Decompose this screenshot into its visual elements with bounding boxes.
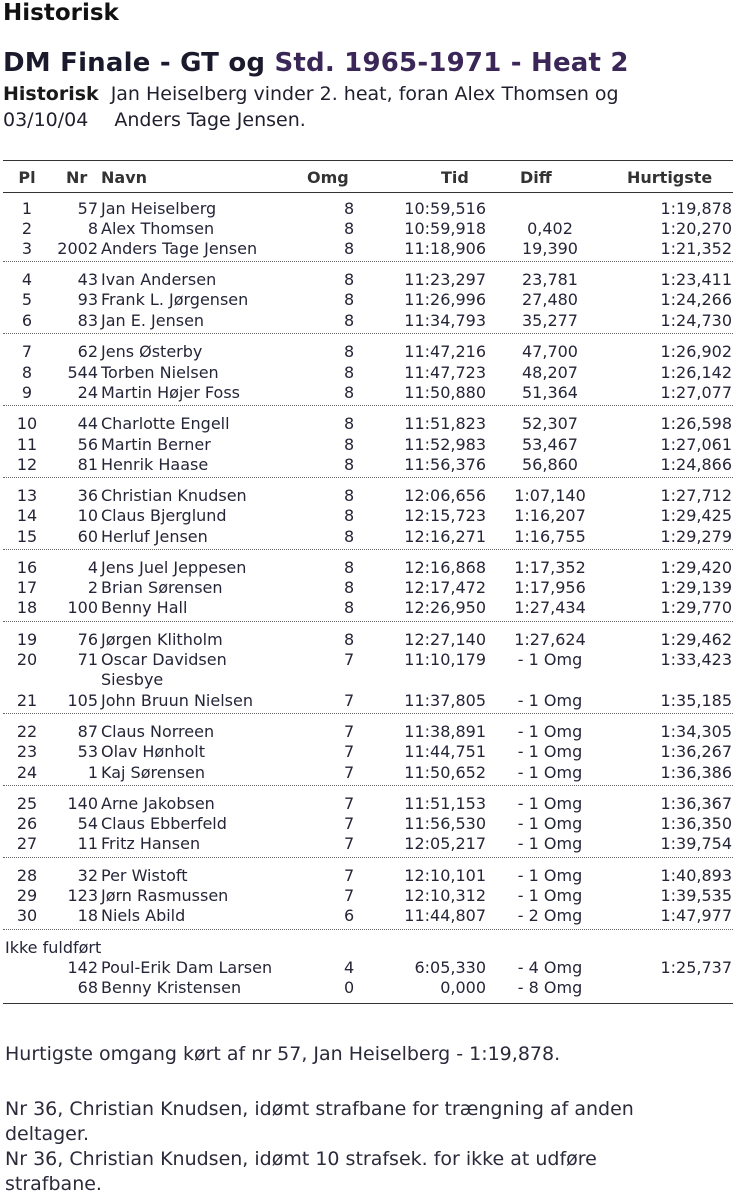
table-row (0, 363, 744, 383)
cell-omg: 7 (344, 742, 355, 761)
group-separator (3, 477, 733, 478)
cell-pl: 13 (16, 486, 38, 505)
cell-nr: 142 (67, 958, 98, 977)
cell-omg: 8 (344, 219, 355, 238)
cell-diff: - 1 Omg (517, 834, 583, 853)
cell-tid: 11:56,376 (404, 455, 486, 474)
cell-tid: 11:47,216 (404, 342, 486, 361)
cell-omg: 7 (344, 834, 355, 853)
cell-tid: 12:05,217 (404, 834, 486, 853)
group-separator (3, 713, 733, 714)
cell-navn: Oscar Davidsen (101, 650, 227, 669)
cell-omg: 7 (344, 763, 355, 782)
cell-tid: 11:52,983 (404, 435, 486, 454)
cell-nr: 83 (77, 311, 98, 330)
cell-omg: 8 (344, 527, 355, 546)
cell-diff: 47,700 (522, 342, 578, 361)
cell-hurtigste: 1:27,712 (660, 486, 732, 505)
cell-hurtigste: 1:36,267 (660, 742, 732, 761)
table-row (0, 435, 744, 455)
cell-pl: 5 (21, 290, 33, 309)
cell-nr: 68 (77, 978, 98, 997)
cell-navn: Ivan Andersen (101, 270, 217, 289)
cell-pl: 4 (21, 270, 33, 289)
cell-tid: 11:47,723 (404, 363, 486, 382)
cell-hurtigste: 1:39,535 (660, 886, 732, 905)
cell-omg: 8 (344, 578, 355, 597)
cell-tid: 12:27,140 (404, 630, 486, 649)
cell-navn: Martin Berner (101, 435, 211, 454)
cell-omg: 8 (344, 455, 355, 474)
col-navn-header: Navn (101, 168, 148, 187)
table-row (0, 290, 744, 310)
page-header: Historisk (3, 0, 119, 26)
cell-diff: - 2 Omg (517, 906, 583, 925)
cell-omg: 8 (344, 239, 355, 258)
cell-diff: 1:27,434 (514, 598, 586, 617)
cell-hurtigste: 1:19,878 (660, 199, 732, 218)
table-row (0, 906, 744, 926)
cell-omg: 7 (344, 650, 355, 669)
title-part-2: Std. 1965-1971 - Heat 2 (274, 48, 629, 78)
cell-pl: 3 (21, 239, 33, 258)
cell-tid: 11:44,807 (404, 906, 486, 925)
cell-omg: 7 (344, 691, 355, 710)
cell-pl: 23 (16, 742, 38, 761)
cell-tid: 11:44,751 (404, 742, 486, 761)
cell-diff: 1:17,352 (514, 558, 586, 577)
table-row (0, 691, 744, 711)
col-omg-header: Omg (307, 168, 349, 187)
cell-nr: 2002 (57, 239, 98, 258)
cell-nr: 87 (77, 722, 98, 741)
table-top-rule (3, 160, 733, 161)
cell-diff: 48,207 (522, 363, 578, 382)
cell-pl: 29 (16, 886, 38, 905)
table-row (0, 742, 744, 762)
table-row (0, 199, 744, 219)
cell-omg: 8 (344, 290, 355, 309)
cell-pl: 7 (21, 342, 33, 361)
cell-omg: 8 (344, 486, 355, 505)
cell-navn: Jan E. Jensen (101, 311, 205, 330)
title-part-1: DM Finale - GT og (3, 48, 275, 78)
cell-hurtigste: 1:36,367 (660, 794, 732, 813)
cell-nr: 123 (67, 886, 98, 905)
cell-omg: 8 (344, 363, 355, 382)
cell-navn: Poul-Erik Dam Larsen (101, 958, 273, 977)
cell-hurtigste: 1:40,893 (660, 866, 732, 885)
cell-diff: - 1 Omg (517, 794, 583, 813)
cell-omg: 8 (344, 414, 355, 433)
cell-tid: 11:51,823 (404, 414, 486, 433)
table-row (0, 219, 744, 239)
cell-navn: Torben Nielsen (101, 363, 219, 382)
cell-hurtigste: 1:24,730 (660, 311, 732, 330)
subtitle-text-1: Jan Heiselberg vinder 2. heat, foran Alex Thomsen og (110, 83, 619, 105)
subtitle-label: Historisk (3, 83, 99, 105)
cell-pl: 14 (16, 506, 38, 525)
cell-nr: 56 (77, 435, 98, 454)
cell-omg: 8 (344, 311, 355, 330)
cell-pl: 25 (16, 794, 38, 813)
cell-pl: 18 (16, 598, 38, 617)
cell-tid: 11:23,297 (404, 270, 486, 289)
cell-tid: 12:26,950 (404, 598, 486, 617)
cell-navn: Jan Heiselberg (101, 199, 217, 218)
cell-tid: 11:18,906 (404, 239, 486, 258)
col-tid-header: Tid (441, 168, 469, 187)
cell-navn: Jørgen Klitholm (101, 630, 223, 649)
table-row (0, 978, 744, 998)
cell-omg: 7 (344, 722, 355, 741)
cell-nr: 71 (77, 650, 98, 669)
cell-nr: 1 (87, 763, 98, 782)
table-row (0, 506, 744, 526)
cell-pl: 12 (16, 455, 38, 474)
table-row (0, 886, 744, 906)
table-row (0, 958, 744, 978)
cell-nr: 11 (77, 834, 98, 853)
cell-diff: 19,390 (522, 239, 578, 258)
cell-nr: 2 (87, 578, 98, 597)
group-separator (3, 621, 733, 622)
cell-pl: 11 (16, 435, 38, 454)
table-row (0, 650, 744, 670)
cell-pl: 30 (16, 906, 38, 925)
cell-hurtigste: 1:25,737 (660, 958, 732, 977)
page-title (3, 48, 629, 78)
cell-navn: Anders Tage Jensen (101, 239, 258, 258)
cell-pl: 21 (16, 691, 38, 710)
cell-diff: 35,277 (522, 311, 578, 330)
cell-navn: Jens Østerby (101, 342, 203, 361)
cell-pl: 22 (16, 722, 38, 741)
cell-nr: 93 (77, 290, 98, 309)
cell-hurtigste: 1:21,352 (660, 239, 732, 258)
cell-diff: - 1 Omg (517, 886, 583, 905)
cell-diff: - 1 Omg (517, 722, 583, 741)
table-row (0, 527, 744, 547)
cell-navn: Henrik Haase (101, 455, 209, 474)
table-row (0, 630, 744, 650)
cell-nr: 76 (77, 630, 98, 649)
subtitle-line-1 (3, 83, 619, 105)
table-row (0, 558, 744, 578)
cell-nr: 140 (67, 794, 98, 813)
cell-navn: Arne Jakobsen (101, 794, 215, 813)
cell-omg: 8 (344, 598, 355, 617)
cell-navn: Benny Hall (101, 598, 188, 617)
cell-nr: 105 (67, 691, 98, 710)
cell-navn: Claus Bjerglund (101, 506, 227, 525)
cell-pl: 26 (16, 814, 38, 833)
cell-navn: Alex Thomsen (101, 219, 215, 238)
cell-hurtigste: 1:29,139 (660, 578, 732, 597)
cell-diff: 1:17,956 (514, 578, 586, 597)
cell-pl: 16 (16, 558, 38, 577)
subtitle-line-2 (3, 109, 306, 131)
cell-omg: 7 (344, 794, 355, 813)
cell-diff: 53,467 (522, 435, 578, 454)
group-separator (3, 549, 733, 550)
table-row (0, 866, 744, 886)
table-row (0, 578, 744, 598)
cell-tid: 12:15,723 (404, 506, 486, 525)
cell-nr: 8 (87, 219, 98, 238)
cell-tid: 12:10,101 (404, 866, 486, 885)
cell-pl: 6 (21, 311, 33, 330)
table-header (0, 168, 744, 190)
cell-navn: Charlotte Engell (101, 414, 230, 433)
cell-diff: - 8 Omg (517, 978, 583, 997)
table-row (0, 814, 744, 834)
cell-pl: 2 (21, 219, 33, 238)
cell-pl: 24 (16, 763, 38, 782)
cell-omg: 6 (344, 906, 355, 925)
cell-tid: 11:34,793 (404, 311, 486, 330)
group-separator (3, 857, 733, 858)
cell-hurtigste: 1:29,425 (660, 506, 732, 525)
cell-tid: 6:05,330 (414, 958, 486, 977)
cell-diff: - 1 Omg (517, 814, 583, 833)
cell-omg: 8 (344, 630, 355, 649)
cell-diff: - 1 Omg (517, 866, 583, 885)
subtitle-date: 03/10/04 (3, 109, 89, 131)
cell-navn: Claus Norreen (101, 722, 215, 741)
cell-pl: 10 (16, 414, 38, 433)
cell-hurtigste: 1:34,305 (660, 722, 732, 741)
cell-diff: 1:07,140 (514, 486, 586, 505)
cell-omg: 7 (344, 866, 355, 885)
cell-navn: John Bruun Nielsen (101, 691, 253, 710)
cell-hurtigste: 1:36,350 (660, 814, 732, 833)
cell-tid: 10:59,516 (404, 199, 486, 218)
cell-pl: 1 (21, 199, 33, 218)
cell-diff: 0,402 (527, 219, 573, 238)
cell-diff: 1:27,624 (514, 630, 586, 649)
cell-omg: 0 (344, 978, 355, 997)
cell-pl: 9 (21, 383, 33, 402)
cell-hurtigste: 1:26,598 (660, 414, 732, 433)
col-diff-header: Diff (520, 168, 552, 187)
cell-omg: 4 (344, 958, 355, 977)
cell-tid: 11:26,996 (404, 290, 486, 309)
cell-hurtigste: 1:29,420 (660, 558, 732, 577)
cell-navn: Benny Kristensen (101, 978, 242, 997)
cell-omg: 7 (344, 886, 355, 905)
cell-hurtigste: 1:20,270 (660, 219, 732, 238)
cell-tid: 12:16,868 (404, 558, 486, 577)
cell-nr: 544 (67, 363, 98, 382)
cell-diff: 1:16,755 (514, 527, 586, 546)
penalty-note-1-line-2: deltager. (5, 1123, 89, 1145)
cell-tid: 11:50,880 (404, 383, 486, 402)
table-row (0, 239, 744, 259)
cell-diff: 1:16,207 (514, 506, 586, 525)
table-row (0, 598, 744, 618)
col-nr-header: Nr (66, 168, 88, 187)
cell-omg: 8 (344, 342, 355, 361)
table-row (0, 834, 744, 854)
cell-hurtigste: 1:29,462 (660, 630, 732, 649)
group-separator (3, 405, 733, 406)
subtitle-text-2: Anders Tage Jensen. (114, 109, 306, 131)
cell-navn: Martin Højer Foss (101, 383, 240, 402)
fastest-lap-note: Hurtigste omgang kørt af nr 57, Jan Heiselberg - 1:19,878. (5, 1043, 561, 1065)
cell-hurtigste: 1:39,754 (660, 834, 732, 853)
cell-tid: 12:17,472 (404, 578, 486, 597)
group-separator (3, 785, 733, 786)
cell-nr: 32 (77, 866, 98, 885)
table-row (0, 722, 744, 742)
cell-nr: 44 (77, 414, 98, 433)
cell-diff: 51,364 (522, 383, 578, 402)
cell-tid: 11:50,652 (404, 763, 486, 782)
cell-navn: Claus Ebberfeld (101, 814, 227, 833)
cell-omg: 8 (344, 199, 355, 218)
cell-tid: 12:16,271 (404, 527, 486, 546)
col-hurtigste-header: Hurtigste (627, 168, 713, 187)
cell-nr: 18 (77, 906, 98, 925)
cell-pl: 19 (16, 630, 38, 649)
cell-tid: 10:59,918 (404, 219, 486, 238)
table-row (0, 486, 744, 506)
cell-navn: Brian Sørensen (101, 578, 223, 597)
cell-hurtigste: 1:24,266 (660, 290, 732, 309)
cell-navn: Per Wistoft (101, 866, 188, 885)
cell-nr: 62 (77, 342, 98, 361)
cell-navn: Herluf Jensen (101, 527, 208, 546)
cell-nr: 100 (67, 598, 98, 617)
cell-hurtigste: 1:47,977 (660, 906, 732, 925)
cell-tid: 0,000 (440, 978, 486, 997)
cell-hurtigste: 1:24,866 (660, 455, 732, 474)
table-row (0, 455, 744, 475)
cell-omg: 7 (344, 814, 355, 833)
cell-nr: 4 (87, 558, 98, 577)
table-row (0, 270, 744, 290)
cell-hurtigste: 1:29,770 (660, 598, 732, 617)
cell-pl: 28 (16, 866, 38, 885)
cell-hurtigste: 1:26,902 (660, 342, 732, 361)
cell-navn: Niels Abild (101, 906, 186, 925)
cell-navn: Kaj Sørensen (101, 763, 206, 782)
cell-diff: - 1 Omg (517, 742, 583, 761)
penalty-note-2-line-1: Nr 36, Christian Knudsen, idømt 10 strafsek. for ikke at udføre (5, 1148, 597, 1170)
cell-omg: 8 (344, 558, 355, 577)
table-bottom-rule (3, 1003, 733, 1004)
cell-pl: 27 (16, 834, 38, 853)
cell-hurtigste: 1:36,386 (660, 763, 732, 782)
cell-diff: 52,307 (522, 414, 578, 433)
cell-pl: 8 (21, 363, 33, 382)
cell-pl: 15 (16, 527, 38, 546)
cell-omg: 8 (344, 435, 355, 454)
cell-nr: 10 (77, 506, 98, 525)
cell-nr: 36 (77, 486, 98, 505)
cell-pl: 17 (16, 578, 38, 597)
cell-diff: 56,860 (522, 455, 578, 474)
cell-tid: 12:10,312 (404, 886, 486, 905)
cell-nr: 60 (77, 527, 98, 546)
penalty-note-1-line-1: Nr 36, Christian Knudsen, idømt strafbane for trængning af anden (5, 1098, 634, 1120)
cell-omg: 8 (344, 383, 355, 402)
table-row (0, 342, 744, 362)
cell-diff: - 1 Omg (517, 763, 583, 782)
table-row (0, 414, 744, 434)
cell-tid: 12:06,656 (404, 486, 486, 505)
cell-navn: Olav Hønholt (101, 742, 206, 761)
cell-nr: 24 (77, 383, 98, 402)
cell-hurtigste: 1:27,077 (660, 383, 732, 402)
col-pl-header: Pl (18, 168, 36, 187)
cell-nr: 57 (77, 199, 98, 218)
table-row (0, 311, 744, 331)
cell-hurtigste: 1:29,279 (660, 527, 732, 546)
group-separator (3, 333, 733, 334)
cell-hurtigste: 1:33,423 (660, 650, 732, 669)
table-row (0, 794, 744, 814)
table-row (0, 670, 744, 690)
cell-nr: 81 (77, 455, 98, 474)
cell-omg: 8 (344, 506, 355, 525)
cell-navn: Frank L. Jørgensen (101, 290, 249, 309)
group-separator (3, 261, 733, 262)
cell-hurtigste: 1:23,411 (660, 270, 732, 289)
cell-tid: 11:38,891 (404, 722, 486, 741)
cell-hurtigste: 1:35,185 (660, 691, 732, 710)
cell-diff: - 1 Omg (517, 650, 583, 669)
header-bottom-rule (3, 192, 733, 193)
cell-diff: - 4 Omg (517, 958, 583, 977)
cell-pl: 20 (16, 650, 38, 669)
cell-navn: Jørn Rasmussen (101, 886, 229, 905)
cell-nr: 43 (77, 270, 98, 289)
cell-diff: 27,480 (522, 290, 578, 309)
ikke-fuldfort-label: Ikke fuldført (5, 938, 102, 957)
cell-tid: 11:10,179 (404, 650, 486, 669)
cell-nr: 54 (77, 814, 98, 833)
cell-nr: 53 (77, 742, 98, 761)
cell-tid: 11:51,153 (404, 794, 486, 813)
cell-diff: - 1 Omg (517, 691, 583, 710)
cell-omg: 8 (344, 270, 355, 289)
table-row (0, 383, 744, 403)
cell-navn: Siesbye (101, 670, 164, 689)
cell-diff: 23,781 (522, 270, 578, 289)
cell-navn: Fritz Hansen (101, 834, 201, 853)
cell-hurtigste: 1:26,142 (660, 363, 732, 382)
cell-tid: 11:56,530 (404, 814, 486, 833)
cell-tid: 11:37,805 (404, 691, 486, 710)
cell-navn: Christian Knudsen (101, 486, 247, 505)
penalty-note-2-line-2: strafbane. (5, 1173, 102, 1195)
table-row (0, 763, 744, 783)
cell-navn: Jens Juel Jeppesen (101, 558, 247, 577)
cell-hurtigste: 1:27,061 (660, 435, 732, 454)
group-separator (3, 929, 733, 930)
